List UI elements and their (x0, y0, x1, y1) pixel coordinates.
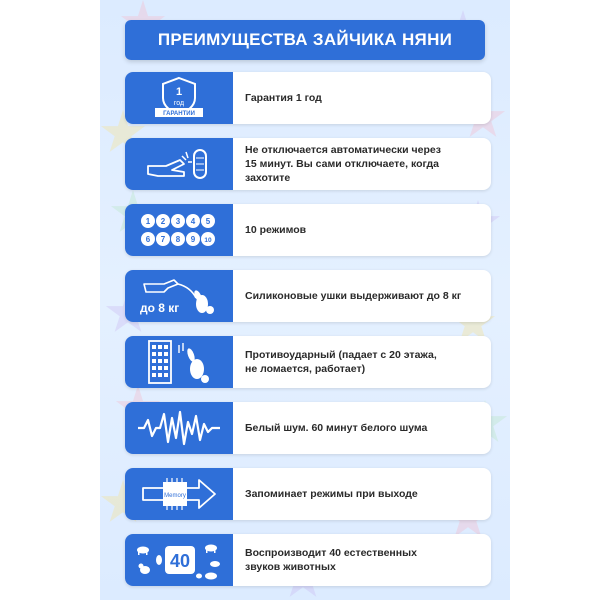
feature-row-modes (125, 204, 491, 256)
feature-row-memory (125, 468, 491, 520)
svg-text:6: 6 (145, 235, 151, 244)
feature-text: 10 режимов (245, 223, 307, 236)
badge-number: 1 (175, 86, 183, 98)
feature-row-shockproof (125, 336, 491, 388)
svg-text:4: 4 (190, 217, 196, 226)
sounds-count: 40 (169, 551, 191, 571)
feature-text: Гарантия 1 год (245, 91, 322, 104)
memory-label: Memory (164, 493, 186, 499)
feature-row-animal-sounds (125, 534, 491, 586)
animal-sounds-icon (125, 534, 233, 586)
feature-text: Запоминает режимы при выходе (245, 487, 418, 500)
feature-row-warranty (125, 72, 491, 124)
memory-chip-icon (125, 468, 233, 520)
feature-text: Воспроизводит 40 естественных звуков животных (245, 546, 417, 573)
sound-wave-icon (125, 402, 233, 454)
svg-text:7: 7 (160, 235, 166, 244)
svg-text:9: 9 (190, 235, 196, 244)
feature-text: Силиконовые ушки выдерживают до 8 кг (245, 289, 462, 302)
svg-text:1: 1 (145, 217, 151, 226)
svg-text:3: 3 (175, 217, 181, 226)
feature-text: Противоударный (падает с 20 этажа, не ломается, работает) (245, 348, 437, 375)
feature-row-ears (125, 270, 491, 322)
svg-text:8: 8 (175, 235, 181, 244)
feature-text: Белый шум. 60 минут белого шума (245, 421, 428, 434)
hand-pull-ears-icon (125, 270, 233, 322)
weight-label: до 8 кг (140, 301, 180, 315)
building-drop-icon (125, 336, 233, 388)
page-title: ПРЕИМУЩЕСТВА ЗАЙЧИКА НЯНИ (125, 20, 485, 60)
svg-text:2: 2 (160, 217, 166, 226)
mode-numbers-icon (125, 204, 233, 256)
feature-row-white-noise (125, 402, 491, 454)
badge-ribbon: ГАРАНТИИ (163, 111, 195, 117)
feature-text: Не отключается автоматически через 15 минут. Вы сами отключаете, когда захотите (245, 143, 441, 185)
badge-word: год (173, 100, 185, 107)
svg-text:5: 5 (205, 217, 211, 226)
feature-row-no-auto-off (125, 138, 491, 190)
svg-text:10: 10 (204, 237, 212, 244)
warranty-badge-icon (125, 72, 233, 124)
hand-touch-icon (125, 138, 233, 190)
